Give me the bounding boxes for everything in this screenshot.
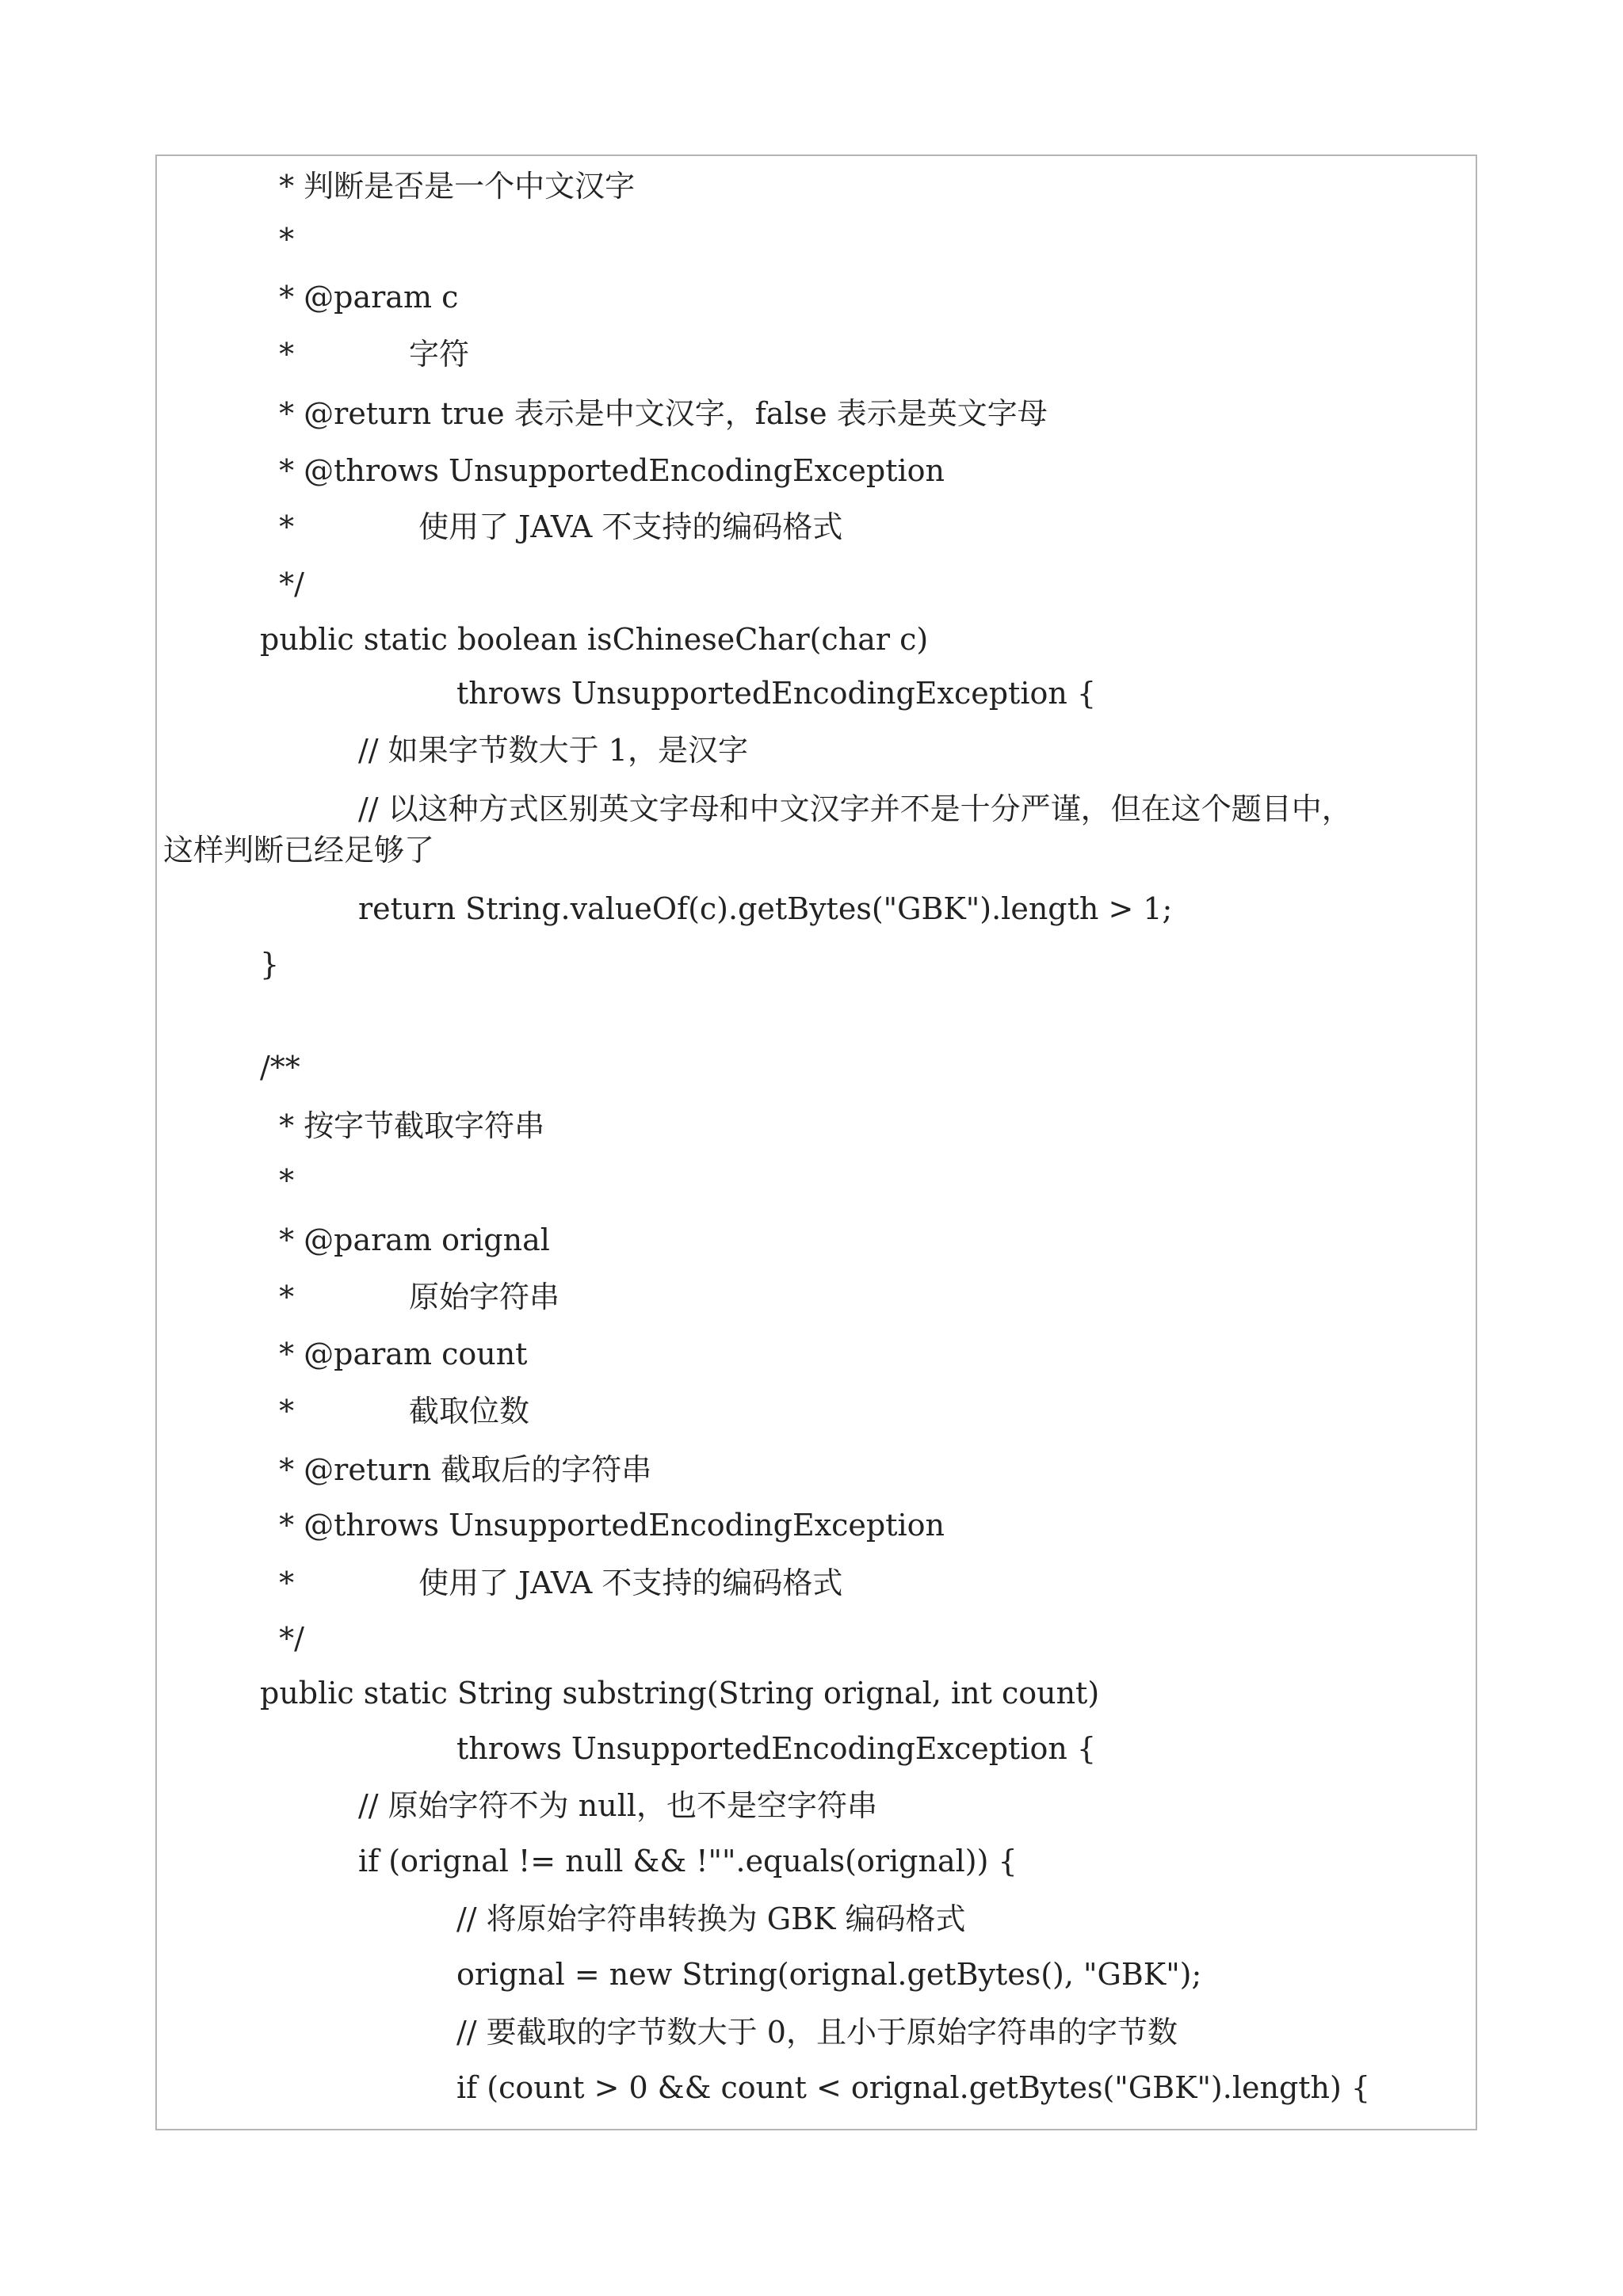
code-line: * 判断是否是一个中文汉字 bbox=[269, 169, 636, 204]
code-line: throws UnsupportedEncodingException { bbox=[456, 676, 1097, 711]
code-line: * 按字节截取字符串 bbox=[269, 1108, 545, 1143]
code-line: * 字符 bbox=[269, 337, 470, 372]
code-line: } bbox=[260, 947, 280, 982]
code-line: return String.valueOf(c).getBytes("GBK").length > 1; bbox=[358, 891, 1173, 926]
code-line: // 将原始字符串转换为 GBK 编码格式 bbox=[456, 1901, 966, 1936]
code-line: * @return 截取后的字符串 bbox=[269, 1452, 652, 1487]
code-line: // 要截取的字节数大于 0，且小于原始字符串的字节数 bbox=[456, 2015, 1178, 2050]
code-line: * 使用了 JAVA 不支持的编码格式 bbox=[269, 1566, 843, 1600]
code-line: * 使用了 JAVA 不支持的编码格式 bbox=[269, 509, 843, 544]
code-line: * @throws UnsupportedEncodingException bbox=[269, 453, 945, 488]
code-line: * 截取位数 bbox=[269, 1394, 530, 1428]
code-line: // 如果字节数大于 1，是汉字 bbox=[358, 733, 748, 768]
code-line: public static boolean isChineseChar(char c) bbox=[260, 622, 929, 657]
code-line: * @param count bbox=[269, 1337, 528, 1371]
code-line: orignal = new String(orignal.getBytes(), "GBK"); bbox=[456, 1957, 1202, 1992]
code-line: * @throws UnsupportedEncodingException bbox=[269, 1508, 945, 1543]
code-line: 这样判断已经足够了 bbox=[163, 833, 435, 868]
code-line: if (orignal != null && !"".equals(orignal)) { bbox=[358, 1844, 1018, 1878]
code-line: /** bbox=[260, 1050, 300, 1085]
code-line: * bbox=[269, 222, 295, 257]
code-line: * bbox=[269, 1163, 295, 1198]
code-line: * @param orignal bbox=[269, 1222, 550, 1257]
code-line: public static String substring(String orignal, int count) bbox=[260, 1676, 1100, 1711]
code-line: * @param c bbox=[269, 280, 459, 315]
code-line: */ bbox=[269, 566, 304, 601]
code-line: */ bbox=[269, 1621, 304, 1656]
code-line: throws UnsupportedEncodingException { bbox=[456, 1731, 1097, 1766]
code-line: // 原始字符不为 null，也不是空字符串 bbox=[358, 1788, 878, 1823]
code-line: * @return true 表示是中文汉字，false 表示是英文字母 bbox=[269, 396, 1048, 431]
code-line: if (count > 0 && count < orignal.getBytes("GBK").length) { bbox=[456, 2070, 1371, 2105]
code-line: * 原始字符串 bbox=[269, 1280, 560, 1314]
code-line: // 以这种方式区别英文字母和中文汉字并不是十分严谨，但在这个题目中， bbox=[358, 791, 1352, 826]
